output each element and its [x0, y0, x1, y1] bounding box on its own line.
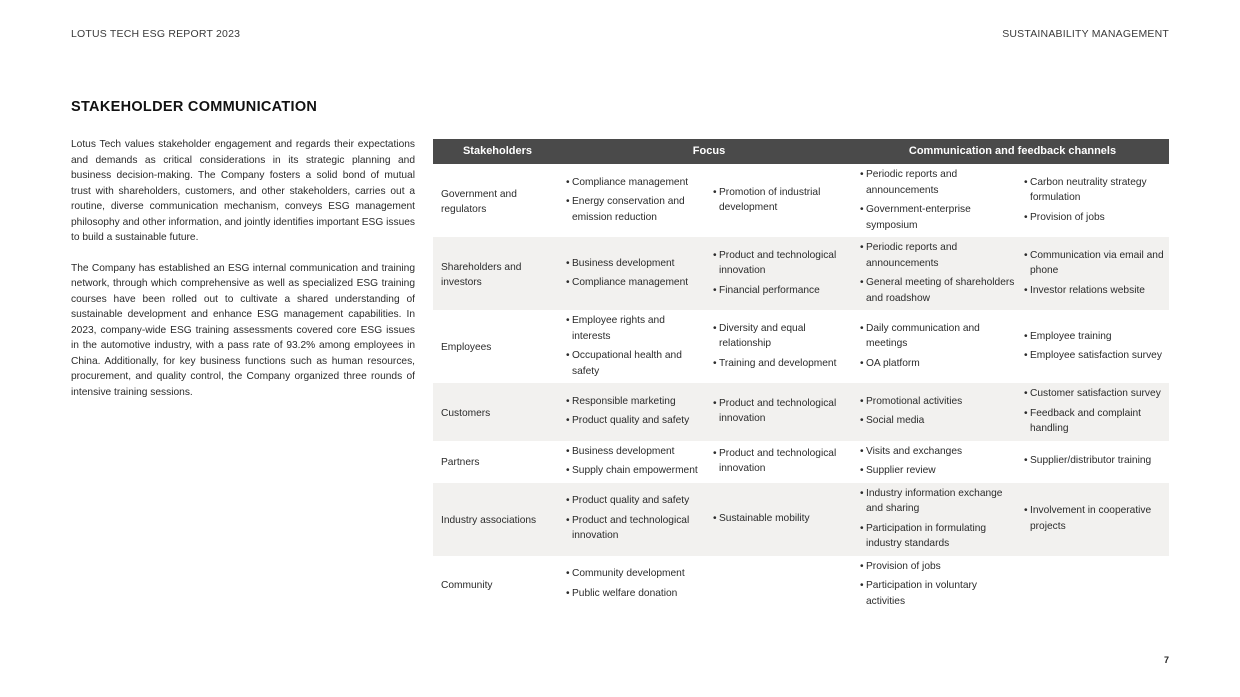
stakeholder-cell: Employees	[441, 342, 492, 354]
channel-cell	[856, 556, 1020, 614]
page-title: STAKEHOLDER COMMUNICATION	[71, 99, 318, 115]
bullet-item: • Product and technological innovation	[713, 248, 852, 279]
bullet-item: • Product and technological innovation	[713, 396, 852, 427]
bullet-item: • Financial performance	[713, 283, 852, 299]
bullet-item: • Participation in formulating industry standards	[860, 521, 1016, 552]
bullet-item: • Provision of jobs	[1024, 210, 1165, 226]
paragraph: The Company has established an ESG internal communication and training network, through which comprehensive as well as specialized ESG training courses have been rolled out to cultivate a shared understanding of sustainable development and enhance ESG management capabilities. In 2023, company-wide ESG training assessments covered core ESG issues in the automotive industry, with a pass rate of 93.2% among employees in China. Additionally, for key business functions such as human resources, procurement, and quality control, the Company organized three rounds of intensive training sessions.	[71, 262, 415, 398]
focus-cell	[709, 237, 856, 310]
bullet-item: • Employee satisfaction survey	[1024, 348, 1165, 364]
focus-cell	[562, 237, 709, 310]
bullet-item: • General meeting of shareholders and roadshow	[860, 275, 1016, 306]
channel-cell	[856, 483, 1020, 556]
table-row	[433, 310, 1169, 383]
bullet-item: • Customer satisfaction survey	[1024, 386, 1165, 402]
bullet-item: • Responsible marketing	[566, 394, 705, 410]
table-row	[433, 383, 1169, 441]
channel-cell	[1020, 483, 1169, 556]
col-header-stakeholders: Stakeholders	[433, 139, 562, 164]
channel-cell	[1020, 441, 1169, 483]
focus-cell	[562, 164, 709, 237]
bullet-item: • Training and development	[713, 356, 852, 372]
col-header-channels: Communication and feedback channels	[856, 139, 1169, 164]
bullet-item: • Employee training	[1024, 329, 1165, 345]
channel-cell	[1020, 383, 1169, 441]
stakeholder-cell: Government and regulators	[441, 188, 517, 215]
bullet-item: • Daily communication and meetings	[860, 321, 1016, 352]
bullet-item: • Provision of jobs	[860, 559, 1016, 575]
stakeholder-cell: Partners	[441, 457, 480, 469]
bullet-item: • Industry information exchange and sharing	[860, 486, 1016, 517]
bullet-item: • Business development	[566, 444, 705, 460]
focus-cell	[562, 310, 709, 383]
channel-cell	[856, 310, 1020, 383]
channel-cell	[856, 237, 1020, 310]
focus-cell	[709, 483, 856, 556]
channel-cell	[856, 383, 1020, 441]
bullet-item: • Diversity and equal relationship	[713, 321, 852, 352]
table-header-row	[433, 139, 1169, 164]
focus-cell	[709, 441, 856, 483]
bullet-item: • Periodic reports and announcements	[860, 240, 1016, 271]
bullet-item: • Product quality and safety	[566, 413, 705, 429]
bullet-item: • Carbon neutrality strategy formulation	[1024, 175, 1165, 206]
bullet-item: • Social media	[860, 413, 1016, 429]
bullet-item: • Product and technological innovation	[566, 513, 705, 544]
table-row	[433, 483, 1169, 556]
focus-cell	[709, 556, 856, 614]
focus-cell	[562, 483, 709, 556]
stakeholder-cell: Industry associations	[433, 483, 562, 556]
stakeholder-cell: Community	[441, 580, 493, 591]
channel-cell	[1020, 237, 1169, 310]
bullet-item: • Compliance management	[566, 275, 705, 291]
paragraph: Lotus Tech values stakeholder engagement and regards their expectations and demands as critical considerations in its strategic planning and business decision-making. The Company fosters a solid bond of mutual trust with shareholders, customers, and other stakeholders, carries out a routine, diverse communication mechanism, conveys ESG management philosophy and other information, and jointly identifies important ESG issues to build a sustainable future.	[71, 139, 415, 243]
intro-text	[71, 137, 415, 415]
focus-cell	[562, 383, 709, 441]
bullet-item: • Business development	[566, 256, 705, 272]
table-body	[433, 164, 1169, 613]
bullet-item: • Promotional activities	[860, 394, 1016, 410]
bullet-item: • Community development	[566, 566, 705, 582]
bullet-item: • Participation in voluntary activities	[860, 578, 1016, 609]
channel-cell	[856, 441, 1020, 483]
bullet-item: • Sustainable mobility	[713, 511, 852, 527]
bullet-item: • Energy conservation and emission reduction	[566, 194, 705, 225]
channel-cell	[1020, 556, 1169, 614]
bullet-item: • Visits and exchanges	[860, 444, 1016, 460]
bullet-item: • Government-enterprise symposium	[860, 202, 1016, 233]
stakeholder-cell: Customers	[433, 383, 562, 441]
focus-cell	[709, 383, 856, 441]
bullet-item: • Communication via email and phone	[1024, 248, 1165, 279]
focus-cell	[562, 556, 709, 614]
bullet-item: • Employee rights and interests	[566, 313, 705, 344]
bullet-item: • Involvement in cooperative projects	[1024, 503, 1165, 534]
section-header: SUSTAINABILITY MANAGEMENT	[1002, 28, 1169, 40]
focus-cell	[709, 164, 856, 237]
bullet-item: • Supplier review	[860, 463, 1016, 479]
bullet-item: • Compliance management	[566, 175, 705, 191]
report-title-header: LOTUS TECH ESG REPORT 2023	[71, 28, 241, 40]
bullet-item: • Public welfare donation	[566, 586, 705, 602]
stakeholder-cell: Shareholders and investors	[433, 237, 562, 310]
col-header-focus: Focus	[562, 139, 856, 164]
stakeholder-table	[433, 139, 1169, 613]
channel-cell	[1020, 310, 1169, 383]
table-row	[433, 441, 1169, 483]
bullet-item: • Investor relations website	[1024, 283, 1165, 299]
bullet-item: • Promotion of industrial development	[713, 185, 852, 216]
bullet-item: • OA platform	[860, 356, 1016, 372]
bullet-item: • Product and technological innovation	[713, 446, 852, 477]
table-row	[433, 237, 1169, 310]
table-row	[433, 164, 1169, 237]
page-number: 7	[1163, 655, 1169, 665]
bullet-item: • Supplier/distributor training	[1024, 453, 1165, 469]
bullet-item: • Occupational health and safety	[566, 348, 705, 379]
focus-cell	[709, 310, 856, 383]
channel-cell	[856, 164, 1020, 237]
bullet-item: • Feedback and complaint handling	[1024, 406, 1165, 437]
channel-cell	[1020, 164, 1169, 237]
bullet-item: • Periodic reports and announcements	[860, 167, 1016, 198]
bullet-item: • Supply chain empowerment	[566, 463, 705, 479]
focus-cell	[562, 441, 709, 483]
bullet-item: • Product quality and safety	[566, 493, 705, 509]
table-row	[433, 556, 1169, 614]
